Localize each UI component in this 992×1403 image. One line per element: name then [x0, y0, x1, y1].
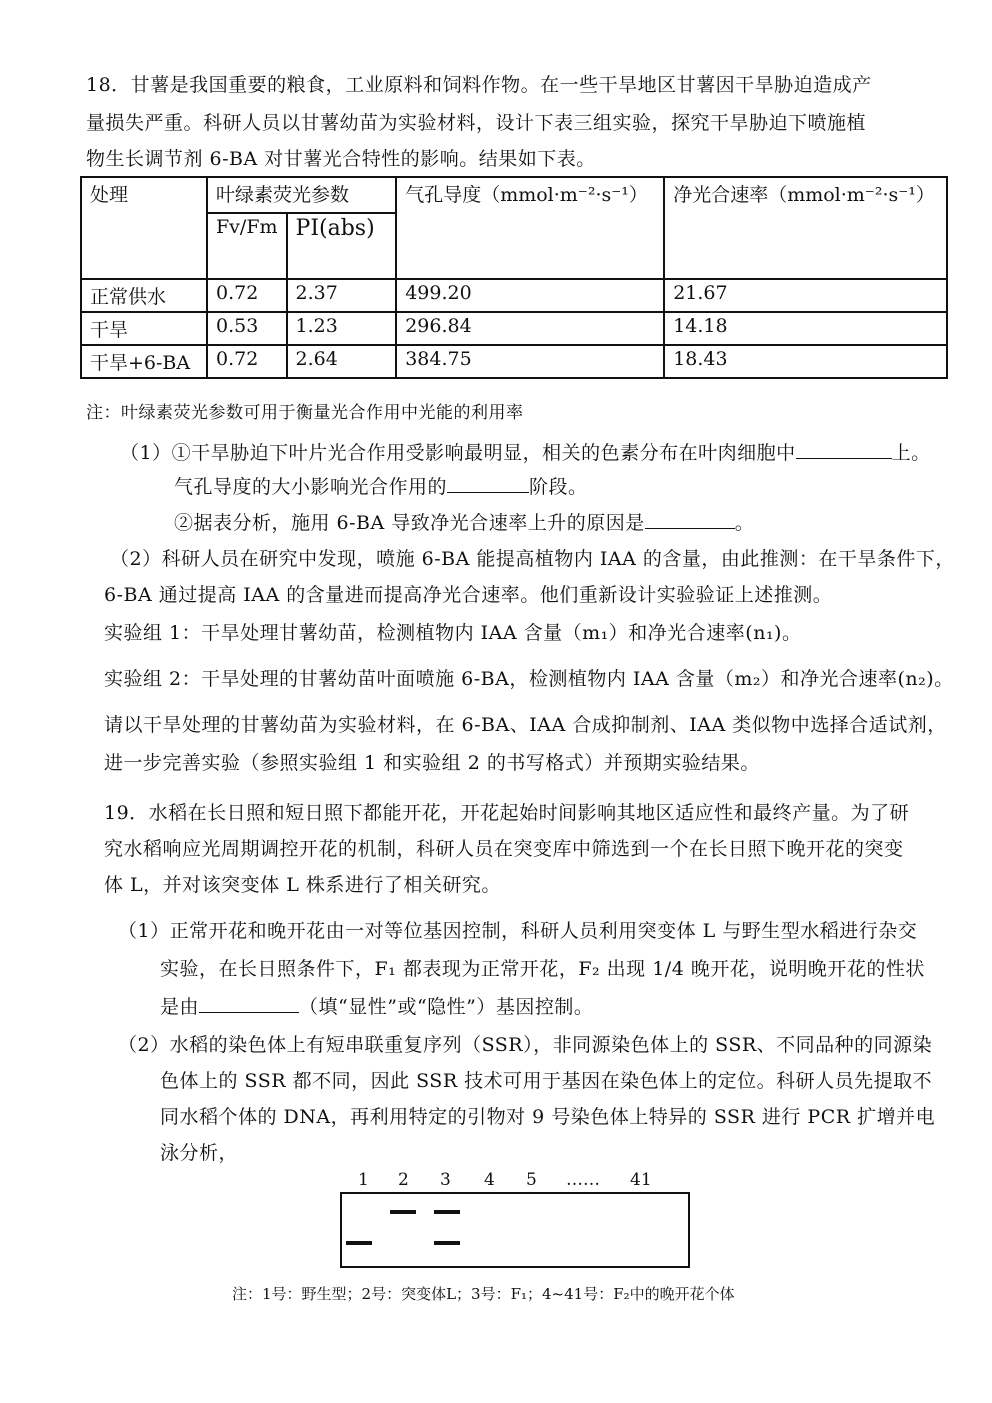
q18-part2-line-2: 6-BA 通过提高 IAA 的含量进而提高净光合速率。他们重新设计实验验证上述推测。 [104, 584, 833, 606]
cell-stomatal: 384.75 [396, 345, 664, 378]
cell-rate: 21.67 [664, 279, 947, 312]
cell-stomatal: 499.20 [396, 279, 664, 312]
lane-label: 2 [398, 1170, 409, 1190]
cell-fvfm: 0.72 [207, 345, 287, 378]
q18-part2-line-5: 请以干旱处理的甘薯幼苗为实验材料，在 6-BA、IAA 合成抑制剂、IAA 类似物中选择合适试剂， [104, 714, 947, 736]
cell-treatment: 正常供水 [81, 279, 207, 312]
q18-part2-line-4: 实验组 2：干旱处理的甘薯幼苗叶面喷施 6-BA，检测植物内 IAA 含量（m₂）和净光合速率(n₂)。 [104, 668, 954, 690]
q18-part2-line-1: （2）科研人员在研究中发现，喷施 6-BA 能提高植物内 IAA 的含量，由此推测：在干旱条件下， [110, 548, 955, 570]
q18-part1-text-e: ②据表分析，施用 6-BA 导致净光合速率上升的原因是 [174, 512, 645, 534]
table-row [81, 312, 947, 345]
cell-stomatal: 296.84 [396, 312, 664, 345]
q18-part1-text-b: 上。 [891, 442, 931, 464]
lane-label: 4 [484, 1170, 495, 1190]
gel-band [434, 1241, 460, 1245]
cell-rate: 14.18 [664, 312, 947, 345]
q18-part1-line-1 [120, 440, 931, 466]
q19-part1-text-a: 是由 [160, 996, 200, 1018]
q19-part1-line-2: 实验，在长日照条件下，F₁ 都表现为正常开花，F₂ 出现 1/4 晚开花，说明晚开花的性状 [160, 958, 925, 980]
cell-fvfm: 0.53 [207, 312, 287, 345]
gel-note: 注：1号：野生型；2号：突变体L；3号：F₁；4~41号：F₂中的晚开花个体 [232, 1285, 735, 1303]
q19-part2-line-2: 色体上的 SSR 都不同，因此 SSR 技术可用于基因在染色体上的定位。科研人员先提取不 [160, 1070, 933, 1092]
header-pi: PI(abs) [287, 213, 397, 279]
cell-treatment: 干旱+6-BA [81, 345, 207, 378]
table-note: 注：叶绿素荧光参数可用于衡量光合作用中光能的利用率 [86, 403, 524, 423]
cell-fvfm: 0.72 [207, 279, 287, 312]
q18-part1-text-c: 气孔导度的大小影响光合作用的 [174, 476, 448, 498]
lane-label: 41 [630, 1170, 652, 1190]
cell-pi: 2.64 [287, 345, 397, 378]
q19-part2-line-1: （2）水稻的染色体上有短串联重复序列（SSR），非同源染色体上的 SSR、不同品种的同源染 [118, 1034, 933, 1056]
q18-data-table [80, 176, 948, 379]
answer-blank[interactable] [199, 994, 299, 1013]
cell-treatment: 干旱 [81, 312, 207, 345]
lane-label: …… [566, 1170, 600, 1190]
header-stomatal-conductance: 气孔导度（mmol·m⁻²·s⁻¹） [396, 177, 664, 279]
q18-stem-line-2: 量损失严重。科研人员以甘薯幼苗为实验材料，设计下表三组实验，探究干旱胁迫下喷施植 [86, 112, 867, 134]
q18-stem-line-3: 物生长调节剂 6-BA 对甘薯光合特性的影响。结果如下表。 [86, 148, 596, 170]
header-net-photosynthesis: 净光合速率（mmol·m⁻²·s⁻¹） [664, 177, 947, 279]
q19-stem-line-3: 体 L，并对该突变体 L 株系进行了相关研究。 [104, 874, 501, 896]
q19-part1-text-b: （填“显性”或“隐性”）基因控制。 [299, 996, 594, 1018]
q18-part1-text-d: 阶段。 [529, 476, 588, 498]
gel-band [434, 1210, 460, 1214]
lane-label: 1 [358, 1170, 369, 1190]
lane-label: 3 [440, 1170, 451, 1190]
q18-part1-line-3 [174, 510, 754, 536]
q19-stem-line-1: 19．水稻在长日照和短日照下都能开花，开花起始时间影响其地区适应性和最终产量。为了研 [104, 802, 910, 824]
q19-part1-line-3 [160, 994, 593, 1020]
q18-part1-line-2 [174, 474, 588, 500]
header-fluorescence: 叶绿素荧光参数 [207, 177, 396, 213]
q19-part2-line-4: 泳分析， [160, 1142, 239, 1164]
table-row [81, 345, 947, 378]
q18-part1-text-f: 。 [734, 512, 755, 534]
lane-label: 5 [526, 1170, 537, 1190]
q18-part2-line-6: 进一步完善实验（参照实验组 1 和实验组 2 的书写格式）并预期实验结果。 [104, 752, 760, 774]
cell-rate: 18.43 [664, 345, 947, 378]
header-fvfm: Fv/Fm [207, 213, 287, 279]
gel-band [346, 1241, 372, 1245]
answer-blank[interactable] [645, 510, 735, 529]
q18-part2-line-3: 实验组 1：干旱处理甘薯幼苗，检测植物内 IAA 含量（m₁）和净光合速率(n₁)。 [104, 622, 802, 644]
answer-blank[interactable] [796, 440, 892, 459]
header-treatment: 处理 [81, 177, 207, 279]
q18-part1-text-a: （1）①干旱胁迫下叶片光合作用受影响最明显，相关的色素分布在叶肉细胞中 [120, 442, 796, 464]
q18-stem-line-1: 18．甘薯是我国重要的粮食，工业原料和饲料作物。在一些干旱地区甘薯因干旱胁迫造成产 [86, 74, 872, 96]
answer-blank[interactable] [447, 474, 529, 493]
q19-stem-line-2: 究水稻响应光周期调控开花的机制，科研人员在突变库中筛选到一个在长日照下晚开花的突变 [104, 838, 904, 860]
cell-pi: 1.23 [287, 312, 397, 345]
cell-pi: 2.37 [287, 279, 397, 312]
gel-band [390, 1210, 416, 1214]
q19-part2-line-3: 同水稻个体的 DNA，再利用特定的引物对 9 号染色体上特异的 SSR 进行 PCR 扩增并电 [160, 1106, 936, 1128]
q19-part1-line-1: （1）正常开花和晚开花由一对等位基因控制，科研人员利用突变体 L 与野生型水稻进行杂交 [118, 920, 918, 942]
table-row [81, 279, 947, 312]
electrophoresis-gel [340, 1192, 690, 1268]
